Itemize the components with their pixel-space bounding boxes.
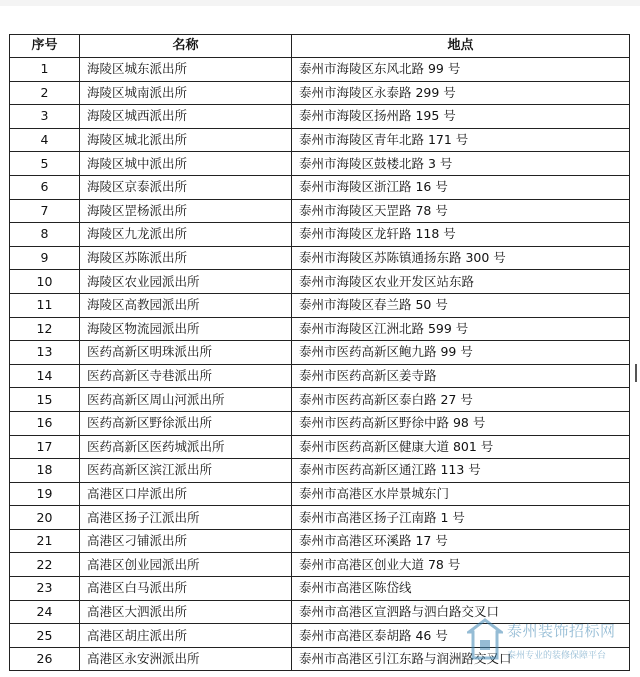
cell-serial-number: 3 [10,105,80,129]
cell-station-name: 医药高新区寺巷派出所 [80,364,292,388]
table-row [10,388,630,412]
header-serial-number: 序号 [10,35,80,58]
table-row [10,529,630,553]
cell-serial-number: 20 [10,506,80,530]
cell-station-name: 海陵区城西派出所 [80,105,292,129]
table-row [10,506,630,530]
table-row [10,105,630,129]
cell-station-name: 高港区白马派出所 [80,577,292,601]
police-station-table-container [9,34,629,671]
cell-station-name: 海陵区城中派出所 [80,152,292,176]
cell-station-name: 海陵区高教园派出所 [80,293,292,317]
cell-serial-number: 16 [10,411,80,435]
cell-serial-number: 19 [10,482,80,506]
table-row [10,553,630,577]
table-row [10,482,630,506]
table-row [10,199,630,223]
cell-serial-number: 4 [10,128,80,152]
cell-address: 泰州市海陵区天罡路 78 号 [292,199,630,223]
cell-address: 泰州市医药高新区野徐中路 98 号 [292,411,630,435]
table-row [10,411,630,435]
cell-address: 泰州市海陵区江洲北路 599 号 [292,317,630,341]
cell-serial-number: 9 [10,246,80,270]
cell-station-name: 海陵区九龙派出所 [80,223,292,247]
table-row [10,459,630,483]
cell-station-name: 高港区胡庄派出所 [80,624,292,648]
table-row [10,175,630,199]
cell-serial-number: 17 [10,435,80,459]
table-row [10,81,630,105]
table-row [10,223,630,247]
cell-station-name: 高港区刁铺派出所 [80,529,292,553]
cell-address: 泰州市高港区泰胡路 46 号 [292,624,630,648]
cell-address: 泰州市高港区水岸景城东门 [292,482,630,506]
side-tick-mark [635,364,637,382]
cell-station-name: 海陵区物流园派出所 [80,317,292,341]
watermark-title: 泰州装饰招标网 [507,622,616,640]
cell-address: 泰州市高港区宣泗路与泗白路交叉口 [292,600,630,624]
cell-address: 泰州市海陵区扬州路 195 号 [292,105,630,129]
cell-station-name: 高港区创业园派出所 [80,553,292,577]
table-row [10,364,630,388]
cell-address: 泰州市医药高新区鲍九路 99 号 [292,341,630,365]
cell-address: 泰州市海陵区苏陈镇通扬东路 300 号 [292,246,630,270]
cell-station-name: 高港区永安洲派出所 [80,647,292,671]
cell-serial-number: 7 [10,199,80,223]
table-row [10,58,630,82]
cell-address: 泰州市海陵区农业开发区站东路 [292,270,630,294]
cell-serial-number: 10 [10,270,80,294]
table-row [10,293,630,317]
cell-serial-number: 25 [10,624,80,648]
header-name: 名称 [80,35,292,58]
cell-address: 泰州市海陵区东风北路 99 号 [292,58,630,82]
cell-address: 泰州市海陵区春兰路 50 号 [292,293,630,317]
table-row [10,341,630,365]
cell-station-name: 高港区口岸派出所 [80,482,292,506]
cell-address: 泰州市高港区扬子江南路 1 号 [292,506,630,530]
cell-serial-number: 15 [10,388,80,412]
table-row [10,435,630,459]
table-row [10,152,630,176]
cell-address: 泰州市医药高新区泰白路 27 号 [292,388,630,412]
cell-station-name: 海陵区城南派出所 [80,81,292,105]
cell-station-name: 海陵区京泰派出所 [80,175,292,199]
cell-station-name: 医药高新区滨江派出所 [80,459,292,483]
cell-address: 泰州市海陵区永泰路 299 号 [292,81,630,105]
cell-address: 泰州市海陵区龙轩路 118 号 [292,223,630,247]
table-row [10,270,630,294]
cell-address: 泰州市医药高新区健康大道 801 号 [292,435,630,459]
cell-address: 泰州市海陵区青年北路 171 号 [292,128,630,152]
cell-station-name: 海陵区罡杨派出所 [80,199,292,223]
table-row [10,128,630,152]
cell-serial-number: 18 [10,459,80,483]
cell-address: 泰州市高港区创业大道 78 号 [292,553,630,577]
header-location: 地点 [292,35,630,58]
police-station-table [9,34,630,671]
cell-station-name: 海陵区农业园派出所 [80,270,292,294]
cell-station-name: 海陵区城北派出所 [80,128,292,152]
top-strip [0,0,640,6]
cell-station-name: 高港区扬子江派出所 [80,506,292,530]
table-row [10,246,630,270]
watermark [467,614,637,670]
table-body [10,58,630,671]
cell-serial-number: 11 [10,293,80,317]
cell-serial-number: 26 [10,647,80,671]
cell-address: 泰州市海陵区鼓楼北路 3 号 [292,152,630,176]
table-row [10,317,630,341]
cell-address: 泰州市高港区引江东路与润洲路交叉口 [292,647,630,671]
table-header-row [10,35,630,58]
cell-station-name: 医药高新区周山河派出所 [80,388,292,412]
cell-serial-number: 14 [10,364,80,388]
cell-station-name: 高港区大泗派出所 [80,600,292,624]
watermark-subtitle: 泰州专业的装修保障平台 [507,651,607,661]
cell-serial-number: 5 [10,152,80,176]
cell-serial-number: 23 [10,577,80,601]
cell-station-name: 医药高新区野徐派出所 [80,411,292,435]
cell-serial-number: 12 [10,317,80,341]
cell-address: 泰州市医药高新区姜寺路 [292,364,630,388]
cell-serial-number: 6 [10,175,80,199]
cell-serial-number: 2 [10,81,80,105]
cell-serial-number: 8 [10,223,80,247]
house-logo-icon [467,618,503,662]
cell-serial-number: 22 [10,553,80,577]
cell-serial-number: 13 [10,341,80,365]
cell-address: 泰州市高港区陈岱线 [292,577,630,601]
cell-serial-number: 1 [10,58,80,82]
cell-serial-number: 21 [10,529,80,553]
table-row [10,577,630,601]
cell-address: 泰州市医药高新区通江路 113 号 [292,459,630,483]
cell-address: 泰州市海陵区浙江路 16 号 [292,175,630,199]
cell-station-name: 海陵区城东派出所 [80,58,292,82]
cell-serial-number: 24 [10,600,80,624]
cell-station-name: 医药高新区明珠派出所 [80,341,292,365]
cell-station-name: 医药高新区医药城派出所 [80,435,292,459]
cell-address: 泰州市高港区环溪路 17 号 [292,529,630,553]
cell-station-name: 海陵区苏陈派出所 [80,246,292,270]
